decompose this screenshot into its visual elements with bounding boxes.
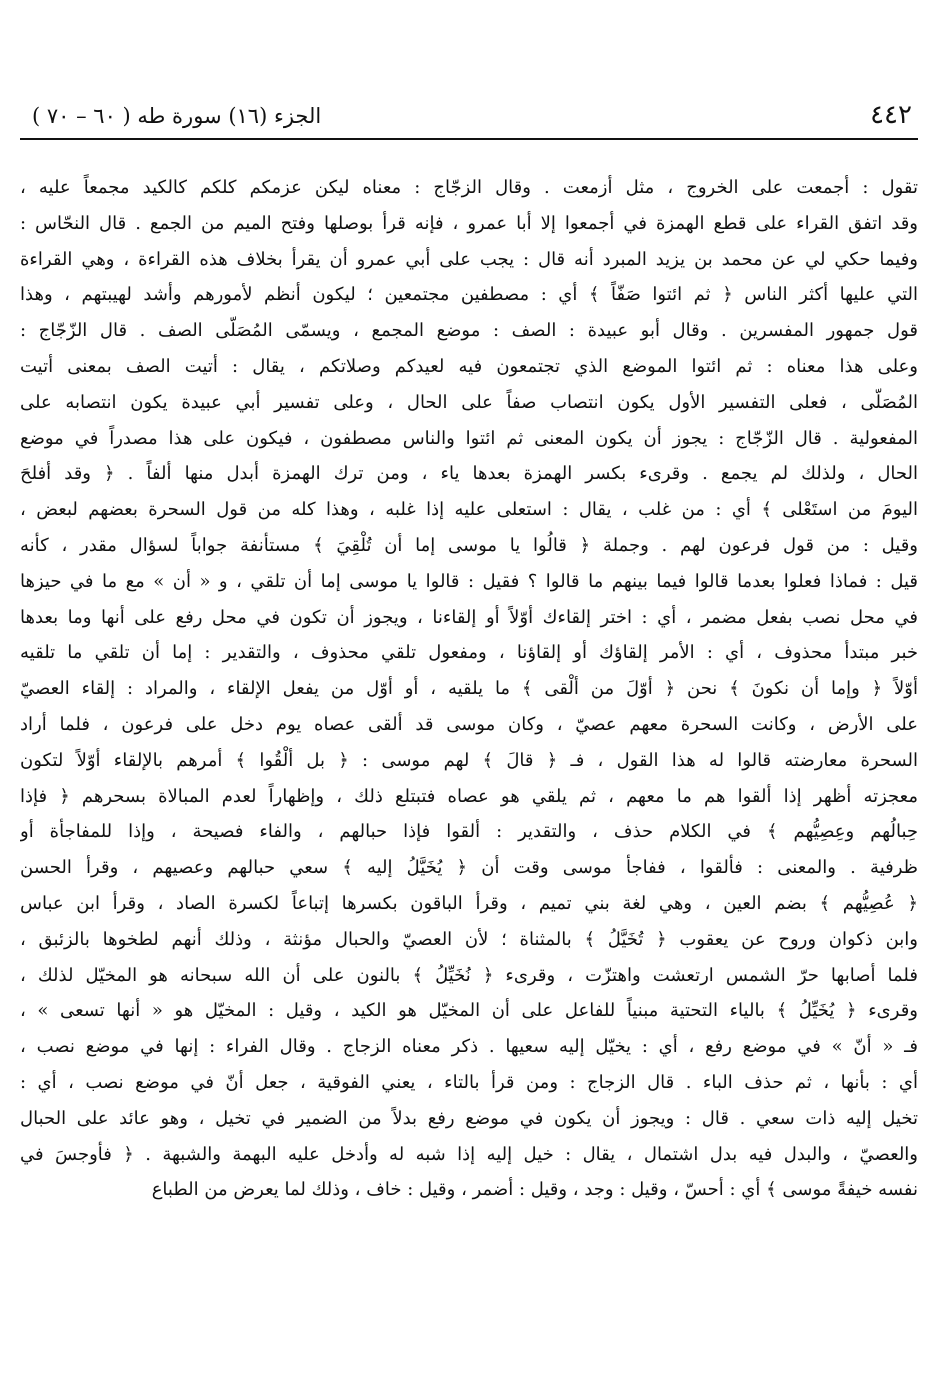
text-line: وابن ذكوان وروح عن يعقوب ﴿ تُخَيَّلُ ﴾ بالمثناة ؛ لأن العصيّ والحبال مؤنثة ، وذلك أنهم لطخوها بالزئبق ، xyxy=(20,928,918,950)
text-line: التي عليها أكثر الناس ﴿ ثم ائتوا صَفّاً ﴾ أي : مصطفين مجتمعين ؛ ليكون أنظم لأمورهم وأشد لهيبتهم ، وهذا xyxy=(20,284,918,306)
text-line: قيل : فماذا فعلوا بعدما قالوا فيما بينهم ما قالوا ؟ فقيل : قالوا يا موسى إما أن تلقي ، و « أن » مع ما في حيزها xyxy=(20,570,918,592)
text-line: أي : بأنها ، ثم حذف الباء . قال الزجاج : ومن قرأ بالتاء ، يعني الفوقية ، جعل أنّ في موضع نصب ، أي : xyxy=(20,1071,918,1093)
text-line: والعصيّ ، والبدل فيه بدل اشتمال ، يقال : خيل إليه إذا شبه له وأدخل عليه البهمة والشبهة . ﴿ فأوجسَ في xyxy=(20,1143,918,1165)
text-line: المفعولية . قال الزّجّاج : يجوز أن يكون المعنى ثم ائتوا والناس مصطفون ، فيكون على هذا مصدراً في موضع xyxy=(20,427,918,449)
text-line: وفيما حكي لي عن محمد بن يزيد المبرد أنه قال : يجب على أبي عمرو أن يقرأ بخلاف هذه القراءة ، وهي القراءة xyxy=(20,248,918,270)
text-line: في محل نصب بفعل مضمر ، أي : اختر إلقاءك أوّلاً أو إلقاءنا ، ويجوز أن تكون في محل رفع على أنها وما بعدها xyxy=(20,606,918,628)
text-line: تقول : أجمعت على الخروج ، مثل أزمعت . وقال الزجّاج : معناه ليكن عزمكم كلكم كالكيد مجمعاً عليه ، xyxy=(20,177,918,198)
text-line: اليومَ من استَعْلى ﴾ أي : من غلب ، يقال : استعلى عليه إذا غلبه ، وهذا كله من قول السحرة بعضهم لبعض ، xyxy=(20,499,918,521)
text-line: السحرة معارضته قالوا له هذا القول ، فـ ﴿ قالَ ﴾ لهم موسى : ﴿ بل ألْقُوا ﴾ أمرهم بالإلقاء أوّلاً لتكون xyxy=(20,749,918,771)
text-line: فـ « أنّ » في موضع رفع ، أي : يخيّل إليه سعيها . ذكر معناه الزجاج . وقال الفراء : إنها في موضع نصب ، xyxy=(20,1036,918,1058)
body-text xyxy=(20,170,918,1208)
running-title: الجزء (١٦) سورة طه ( ٦٠ – ٧٠ ) xyxy=(32,104,322,128)
text-line: وقيل : من قول فرعون لهم . وجملة ﴿ قالُوا يا موسى إما أن تُلْقِيَ ﴾ مستأنفة جواباً لسؤال مقدر ، كأنه xyxy=(20,534,918,556)
text-line: على الأرض ، وكانت السحرة معهم عصيّ ، وكان موسى قد ألقى عصاه يوم دخل على فرعون ، فلما أراد xyxy=(20,713,918,735)
text-line: نفسه خيفةً موسى ﴾ أي : أحسّ ، وقيل : وجد ، وقيل : أضمر ، وقيل : خاف ، وذلك لما يعرض من الطباع xyxy=(151,1179,918,1201)
page-header xyxy=(24,100,920,136)
text-line: الحال ، ولذلك لم يجمع . وقرىء بكسر الهمزة بعدها ياء ، ومن ترك الهمزة أبدل منها ألفاً . ﴿ وقد أفلحَ xyxy=(20,463,918,485)
text-line: قول جمهور المفسرين . وقال أبو عبيدة : الصف : موضع المجمع ، ويسمّى المُصَلّى الصف . قال الزّجّاج : xyxy=(20,320,918,342)
text-line: ﴿ عُصِيُّهم ﴾ بضم العين ، وهي لغة بني تميم ، وقرأ الباقون بكسرها إتباعاً لكسرة الصاد ، وقرأ ابن عباس xyxy=(20,892,918,914)
text-line: حِبالُهم وعِصِيُّهم ﴾ في الكلام حذف ، والتقدير : ألقوا فإذا حبالهم ، والفاء فصيحة ، وإذا للمفاجأة أو xyxy=(20,821,918,843)
text-line: خبر مبتدأ محذوف ، أي : الأمر إلقاؤك أو إلقاؤنا ، ومفعول تلقي محذوف ، والتقدير : إما أن تلقي ما تلقيه xyxy=(20,642,918,664)
text-line: المُصَلّى ، فعلى التفسير الأول يكون انتصاب صفاً على الحال ، وعلى تفسير أبي عبيدة يكون انتصابه على xyxy=(20,391,918,413)
text-line: وقرىء ﴿ يُخَيِّلُ ﴾ بالياء التحتية مبنياً للفاعل على أن المخيّل هو الكيد ، وقيل : المخيّل هو « أنها تسعى » ، xyxy=(20,1000,918,1022)
text-line: معجزته أظهر إذا ألقوا هم ما معهم ، ثم يلقي هو عصاه فتبتلع ذلك ، وإظهاراً لعدم المبالاة بسحرهم ﴿ فإذا xyxy=(20,785,918,807)
page-number: ٤٤٢ xyxy=(870,100,912,130)
text-line: ظرفية . والمعنى : فألقوا ، ففاجأ موسى وقت أن ﴿ يُخَيَّلُ إليه ﴾ سعي حبالهم وعصيهم ، وقرأ الحسن xyxy=(20,857,918,879)
text-line: فلما أصابها حرّ الشمس ارتعشت واهتزّت ، وقرىء ﴿ نُخَيِّلُ ﴾ بالنون على أن الله سبحانه هو المخيّل لذلك ، xyxy=(20,964,918,986)
text-line: تخيل إليه ذات سعي . قال : ويجوز أن يكون في موضع رفع بدلاً من الضمير في تخيل ، وهو عائد على الحبال xyxy=(20,1107,918,1129)
text-line: أوّلاً ﴿ وإما أن نكونَ ﴾ نحن ﴿ أوّلَ من ألْقى ﴾ ما يلقيه ، أو أوّل من يفعل الإلقاء ، والمراد : إلقاء العصيّ xyxy=(20,678,918,700)
text-line: وقد اتفق القراء على قطع الهمزة في أجمعوا إلا أبا عمرو ، فإنه قرأ بوصلها وفتح الميم من الجمع . قال النحّاس : xyxy=(20,212,918,234)
header-rule xyxy=(20,138,918,140)
text-line: وعلى هذا معناه : ثم ائتوا الموضع الذي تجتمعون فيه لعيدكم وصلاتكم ، يقال : أتيت الصف بمعنى أتيت xyxy=(20,355,918,377)
